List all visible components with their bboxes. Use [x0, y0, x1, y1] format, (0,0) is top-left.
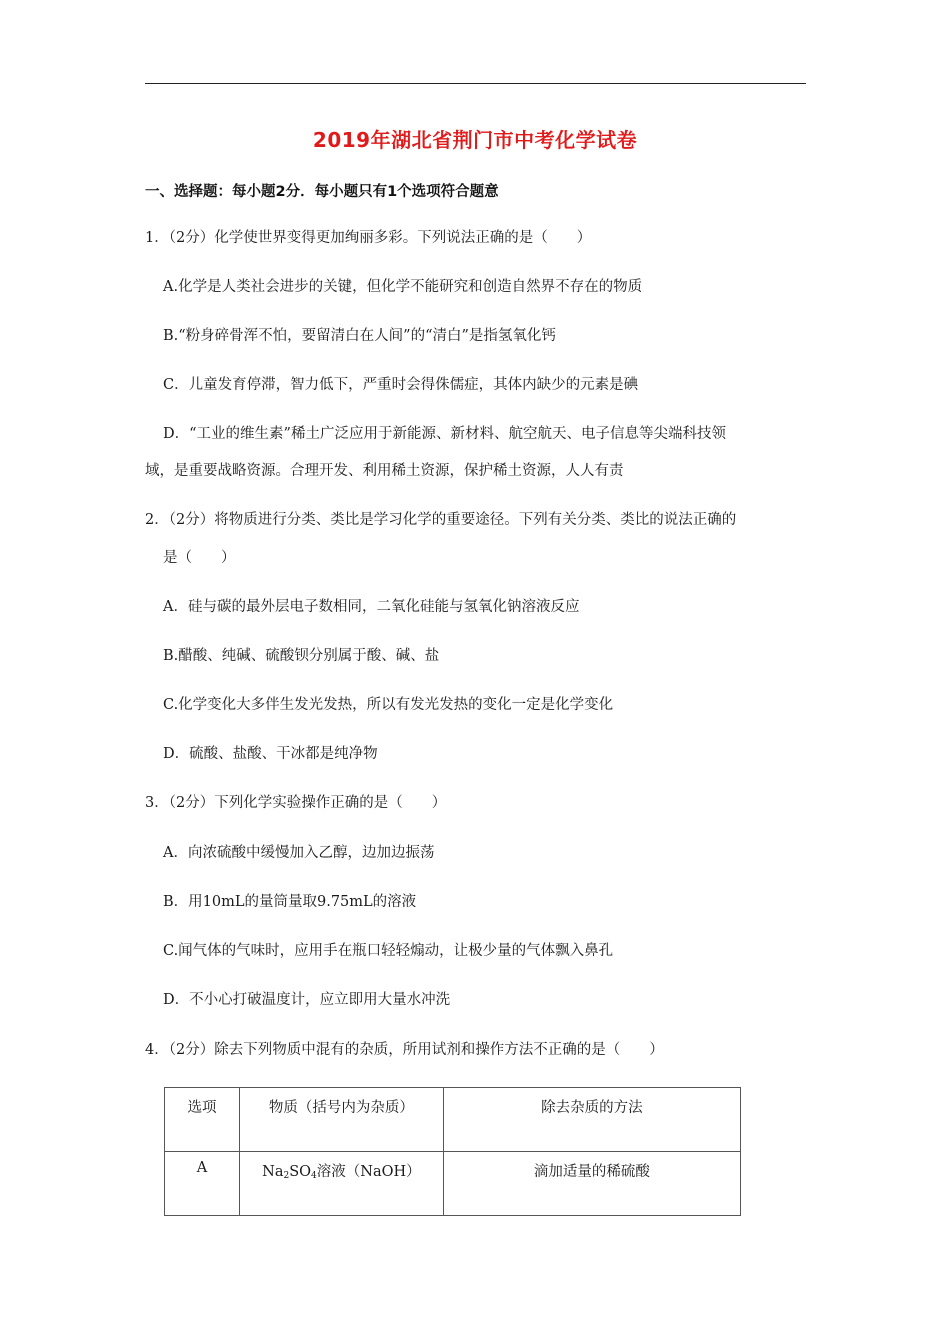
- table-cell-option: A: [165, 1152, 240, 1216]
- question-1-option-a: A.化学是人类社会进步的关键，但化学不能研究和创造自然界不存在的物质: [163, 279, 643, 295]
- formula-sub-2: 2: [283, 1171, 290, 1181]
- question-3-option-a: A．向浓硫酸中缓慢加入乙醇，边加边振荡: [163, 845, 435, 861]
- question-1-stem: 1．（2分）化学使世界变得更加绚丽多彩。下列说法正确的是（ ）: [145, 230, 592, 246]
- question-4-stem: 4．（2分）除去下列物质中混有的杂质，所用试剂和操作方法不正确的是（ ）: [145, 1042, 664, 1058]
- page-title: 2019年湖北省荆门市中考化学试卷: [312, 128, 638, 152]
- formula-so: SO: [289, 1164, 312, 1180]
- question-1-option-b: B.“粉身碎骨浑不怕，要留清白在人间”的“清白”是指氢氧化钙: [163, 328, 556, 344]
- top-rule: [145, 83, 806, 84]
- question-2-stem-cont: 是（ ）: [163, 550, 236, 566]
- question-1-option-d: D．“工业的维生素”稀土广泛应用于新能源、新材料、航空航天、电子信息等尖端科技领: [163, 426, 726, 442]
- section-heading: 一、选择题：每小题2分．每小题只有1个选项符合题意: [145, 184, 499, 200]
- question-1-option-c: C．儿童发育停滞，智力低下，严重时会得侏儒症，其体内缺少的元素是碘: [163, 377, 639, 393]
- table-cell-substance: [240, 1152, 444, 1216]
- table-row: [165, 1152, 741, 1216]
- question-3-option-c: C.闻气体的气味时，应用手在瓶口轻轻煽动，让极少量的气体飘入鼻孔: [163, 943, 614, 959]
- question-2-stem: 2．（2分）将物质进行分类、类比是学习化学的重要途径。下列有关分类、类比的说法正确的: [145, 512, 737, 528]
- question-2-option-a: A．硅与碳的最外层电子数相同，二氧化硅能与氢氧化钠溶液反应: [163, 599, 580, 615]
- table-header-row: [165, 1088, 741, 1152]
- question-2-option-c: C.化学变化大多伴生发光发热，所以有发光发热的变化一定是化学变化: [163, 697, 614, 713]
- question-1-option-d-cont: 域，是重要战略资源。合理开发、利用稀土资源，保护稀土资源，人人有责: [145, 463, 624, 479]
- question-2-option-d: D．硫酸、盐酸、干冰都是纯净物: [163, 746, 378, 762]
- table-header-method: 除去杂质的方法: [443, 1088, 740, 1152]
- table-header-substance: 物质（括号内为杂质）: [240, 1088, 444, 1152]
- table-header-option: 选项: [165, 1088, 240, 1152]
- question-3-option-d: D．不小心打破温度计，应立即用大量水冲洗: [163, 992, 451, 1008]
- answer-table: [164, 1087, 741, 1216]
- question-3-option-b: B．用10mL的量筒量取9.75mL的溶液: [163, 894, 417, 910]
- formula-na: Na: [262, 1164, 284, 1180]
- formula-rest: 溶液（NaOH）: [316, 1164, 421, 1180]
- question-2-option-b: B.醋酸、纯碱、硫酸钡分别属于酸、碱、盐: [163, 648, 440, 664]
- question-3-stem: 3．（2分）下列化学实验操作正确的是（ ）: [145, 795, 447, 811]
- table-cell-method: 滴加适量的稀硫酸: [443, 1152, 740, 1216]
- formula-sub-4: 4: [311, 1171, 317, 1181]
